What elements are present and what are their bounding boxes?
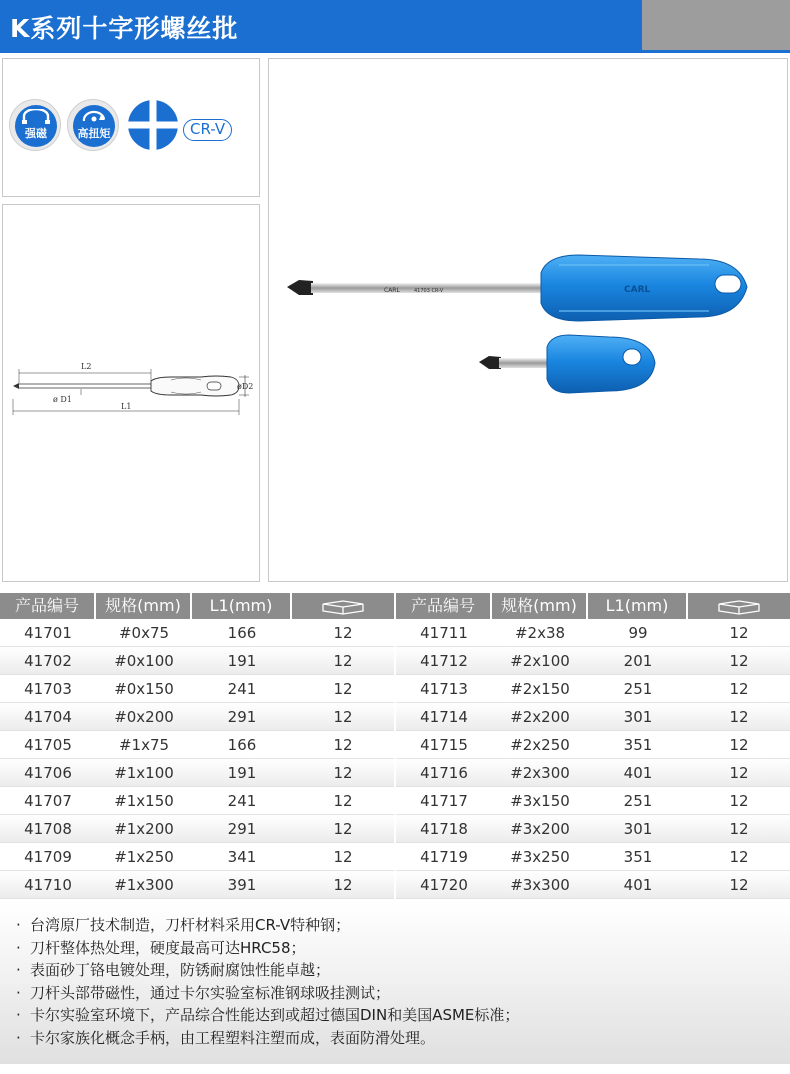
cell-length: 201 [623, 652, 653, 670]
cell-spec: #1x100 [114, 764, 174, 782]
cell-spec: #2x150 [510, 680, 570, 698]
cell-length: 401 [623, 764, 653, 782]
cell-length: 291 [227, 708, 257, 726]
cell-qty: 12 [333, 848, 353, 866]
cell-qty: 12 [729, 652, 749, 670]
cell-spec: #3x150 [510, 792, 570, 810]
cell-product-code: 41717 [420, 792, 468, 810]
cell-product-code: 41718 [420, 820, 468, 838]
cell-qty: 12 [729, 680, 749, 698]
note-item: · 台湾原厂技术制造，刀杆材料采用CR-V特种钢； [16, 916, 351, 934]
cell-length: 301 [623, 820, 653, 838]
cell-product-code: 41706 [24, 764, 72, 782]
cell-product-code: 41703 [24, 680, 72, 698]
cell-length: 301 [623, 708, 653, 726]
cell-product-code: 41715 [420, 736, 468, 754]
shaft-engraving-model: 41703 CR-V [414, 288, 444, 294]
cell-qty: 12 [729, 736, 749, 754]
shaft-engraving-brand: CARL [384, 287, 400, 294]
diagram-label-l1: L1 [121, 402, 132, 411]
note-item: · 刀杆头部带磁性，通过卡尔实验室标准钢球吸挂测试； [16, 983, 391, 1002]
cell-length: 241 [227, 792, 257, 810]
phillips-tip-icon [127, 99, 179, 151]
table-row [0, 815, 394, 843]
cell-product-code: 41713 [420, 680, 468, 698]
header-title-bg [0, 0, 642, 50]
cell-product-code: 41710 [24, 876, 72, 894]
cell-length: 166 [227, 736, 257, 754]
cell-product-code: 41702 [24, 652, 72, 670]
magnet-icon [20, 109, 52, 125]
cell-product-code: 41714 [420, 708, 468, 726]
cell-spec: #1x250 [114, 848, 174, 866]
cell-spec: #2x300 [510, 764, 570, 782]
screwdriver-product-image [269, 59, 789, 583]
cell-product-code: 41705 [24, 736, 72, 754]
badge-label-torque: 高扭矩 [77, 127, 111, 140]
cell-spec: #0x100 [114, 652, 174, 670]
cell-length: 241 [227, 680, 257, 698]
cell-length: 391 [227, 876, 257, 894]
table-row [396, 619, 790, 647]
table-row [0, 871, 394, 899]
cell-spec: #1x75 [118, 736, 170, 754]
cell-qty: 12 [333, 764, 353, 782]
cell-length: 191 [227, 764, 257, 782]
cell-spec: #0x200 [114, 708, 174, 726]
cell-qty: 12 [333, 652, 353, 670]
cell-product-code: 41701 [24, 624, 72, 642]
diagram-label-d1: ø D1 [53, 395, 72, 404]
box-icon [715, 598, 763, 616]
cell-product-code: 41704 [24, 708, 72, 726]
cell-spec: #2x100 [510, 652, 570, 670]
col-header-spec: 规格(mm) [96, 593, 192, 619]
cell-spec: #2x250 [510, 736, 570, 754]
table-row [0, 703, 394, 731]
cell-length: 341 [227, 848, 257, 866]
cell-product-code: 41712 [420, 652, 468, 670]
col-header-code: 产品编号 [0, 593, 96, 619]
cell-qty: 12 [333, 708, 353, 726]
note-item: · 刀杆整体热处理，硬度最高可达HRC58； [16, 938, 306, 957]
spec-table-right [396, 593, 790, 899]
cell-product-code: 41711 [420, 624, 468, 642]
spec-table-left [0, 593, 394, 899]
cell-qty: 12 [333, 736, 353, 754]
table-row [0, 647, 394, 675]
table-row [396, 759, 790, 787]
cell-qty: 12 [729, 764, 749, 782]
cell-length: 166 [227, 624, 257, 642]
cell-length: 251 [623, 680, 653, 698]
product-photo-panel [268, 58, 788, 582]
cell-spec: #3x300 [510, 876, 570, 894]
table-row [0, 731, 394, 759]
col-header-qty [292, 593, 394, 619]
cell-product-code: 41709 [24, 848, 72, 866]
table-row [0, 619, 394, 647]
table-row [396, 731, 790, 759]
table-row [396, 815, 790, 843]
cell-spec: #1x150 [114, 792, 174, 810]
note-item: · 卡尔实验室环境下，产品综合性能达到或超过德国DIN和美国ASME标准； [16, 1006, 520, 1024]
cell-spec: #3x200 [510, 820, 570, 838]
cell-qty: 12 [729, 792, 749, 810]
badge-label-magnet: 强磁 [25, 127, 47, 140]
cell-qty: 12 [729, 708, 749, 726]
diagram-label-d2: øD2 [237, 382, 254, 391]
cell-qty: 12 [729, 848, 749, 866]
table-row [396, 675, 790, 703]
cell-product-code: 41707 [24, 792, 72, 810]
cell-spec: #2x200 [510, 708, 570, 726]
cell-product-code: 41716 [420, 764, 468, 782]
cell-length: 191 [227, 652, 257, 670]
col-header-length: L1(mm) [192, 593, 292, 619]
crv-material-badge: CR-V [183, 119, 232, 141]
header-underline [0, 50, 790, 53]
table-row [396, 703, 790, 731]
cell-length: 401 [623, 876, 653, 894]
cell-length: 351 [623, 848, 653, 866]
diagram-label-l2: L2 [81, 362, 92, 371]
cell-spec: #1x200 [114, 820, 174, 838]
cell-qty: 12 [333, 820, 353, 838]
table-row [0, 843, 394, 871]
cell-spec: #0x75 [118, 624, 170, 642]
cell-product-code: 41720 [420, 876, 468, 894]
cell-qty: 12 [729, 624, 749, 642]
box-icon [319, 598, 367, 616]
note-item: · 卡尔家族化概念手柄，由工程塑料注塑而成，表面防滑处理。 [16, 1028, 436, 1047]
table-header [0, 593, 394, 619]
table-row [0, 787, 394, 815]
table-header [396, 593, 790, 619]
strong-magnet-badge [9, 99, 61, 151]
col-header-qty [688, 593, 790, 619]
cell-length: 351 [623, 736, 653, 754]
dimension-diagram [11, 355, 256, 425]
handle-brand-logo: CARL [624, 285, 651, 295]
table-row [396, 871, 790, 899]
cell-product-code: 41708 [24, 820, 72, 838]
cell-qty: 12 [333, 876, 353, 894]
cell-qty: 12 [333, 792, 353, 810]
cell-spec: #0x150 [114, 680, 174, 698]
col-header-code: 产品编号 [396, 593, 492, 619]
cell-product-code: 41719 [420, 848, 468, 866]
col-header-length: L1(mm) [588, 593, 688, 619]
cell-qty: 12 [729, 876, 749, 894]
cell-qty: 12 [333, 624, 353, 642]
dimension-diagram-panel [2, 204, 260, 582]
cell-spec: #3x250 [510, 848, 570, 866]
cell-qty: 12 [333, 680, 353, 698]
cell-length: 99 [628, 624, 648, 642]
table-row [396, 787, 790, 815]
cell-length: 251 [623, 792, 653, 810]
feature-notes [0, 904, 790, 1064]
col-header-spec: 规格(mm) [492, 593, 588, 619]
features-panel [2, 58, 260, 197]
table-row [0, 759, 394, 787]
torque-icon [78, 109, 110, 125]
cell-spec: #1x300 [114, 876, 174, 894]
cell-length: 291 [227, 820, 257, 838]
table-row [396, 843, 790, 871]
cell-qty: 12 [729, 820, 749, 838]
page-title: K系列十字形螺丝批 [10, 14, 239, 43]
header-bar [0, 0, 790, 50]
cell-spec: #2x38 [514, 624, 566, 642]
table-row [396, 647, 790, 675]
high-torque-badge [67, 99, 119, 151]
table-row [0, 675, 394, 703]
note-item: · 表面砂丁铬电镀处理，防锈耐腐蚀性能卓越； [16, 961, 331, 979]
